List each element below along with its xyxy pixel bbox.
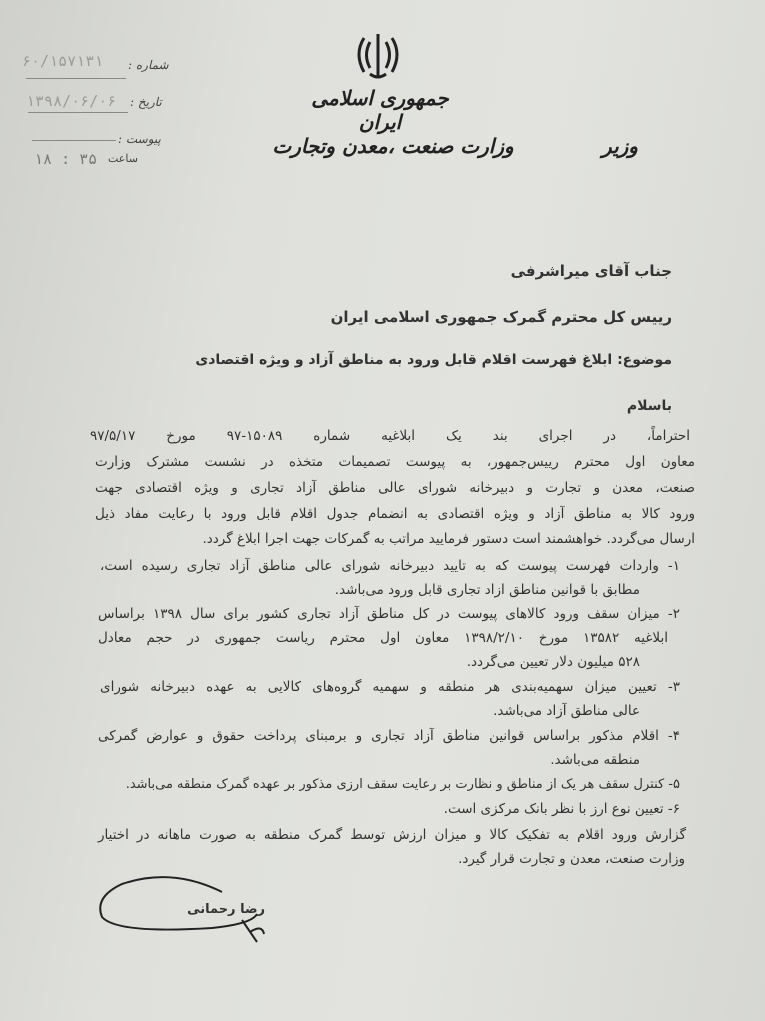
item-2-line: ابلاغیه ۱۳۵۸۲ مورخ ۱۳۹۸/۲/۱۰ معاون اول محترم ریاست جمهوری در حجم معادل <box>98 630 668 646</box>
subject-line: موضوع: ابلاغ فهرست اقلام قابل ورود به مناطق آزاد و ویژه اقتصادی <box>195 352 672 368</box>
office-title: وزیر <box>602 134 638 158</box>
item-3-line: عالی مناطق آزاد می‌باشد. <box>493 703 640 719</box>
item-1-line: ۱- واردات فهرست پیوست که به تایید دبیرخانه شورای عالی مناطق آزاد تجاری رسیده است، <box>100 558 680 574</box>
intro-line: ورود کالا به مناطق آزاد و ویژه اقتصادی به انضمام جدول اقلام قابل ورود با رعایت مفاد ذیل <box>95 506 695 522</box>
attachment-label: پیوست : <box>118 132 161 146</box>
closing-line: گزارش ورود اقلام به تفکیک کالا و میزان ارزش توسط گمرک منطقه به صورت ماهانه در اختیار <box>98 827 686 843</box>
signatory-name: رضا رحمانی <box>187 902 265 917</box>
date-label: تاریخ : <box>130 95 162 109</box>
intro-line: ارسال می‌گردد. خواهشمند است دستور فرمایید مراتب به گمرکات جهت اجرا ابلاغ گردد. <box>202 531 695 547</box>
item-3-line: ۳- تعیین میزان سهمیه‌بندی هر منطقه و سهمیه گروه‌های کالایی به عهده دبیرخانه شورای <box>100 679 680 695</box>
addressee-position: رییس کل محترم گمرک جمهوری اسلامی ایران <box>330 308 672 326</box>
time-value: ۱۸ : ۳۵ <box>34 150 98 168</box>
addressee-name: جناب آقای میراشرفی <box>510 262 672 280</box>
salutation: باسلام <box>626 398 672 414</box>
item-5-line: ۵- کنترل سقف هر یک از مناطق و نظارت بر رعایت سقف ارزی مذکور بر عهده گمرک منطقه می‌باشد. <box>125 777 680 792</box>
time-label: ساعت <box>108 152 138 165</box>
item-6-line: ۶- تعیین نوع ارز با نظر بانک مرکزی است. <box>443 801 680 817</box>
item-4-line: ۴- اقلام مذکور براساس قوانین مناطق آزاد تجاری و برمبنای پرداخت حقوق و عوارض گمرکی <box>98 728 680 744</box>
item-2-line: ۲- میزان سقف ورود کالاهای پیوست در کل مناطق آزاد تجاری کشور برای سال ۱۳۹۸ براساس <box>98 606 680 622</box>
item-4-line: منطقه می‌باشد. <box>550 752 640 768</box>
intro-line: احتراماً، در اجرای بند یک ابلاغیه شماره ۱۵۰۸۹-۹۷ مورخ ۹۷/۵/۱۷ <box>90 428 690 444</box>
intro-line: صنعت، معدن و تجارت و دبیرخانه شورای عالی مناطق آزاد تجاری و ویژه اقتصادی جهت <box>95 480 695 496</box>
ministry-name: وزارت صنعت ،معدن وتجارت <box>272 134 514 158</box>
item-2-line: ۵۲۸ میلیون دلار تعیین می‌گردد. <box>466 654 640 670</box>
date-value: ۱۳۹۸/۰۶/۰۶ <box>26 92 117 110</box>
emblem-icon <box>350 30 406 82</box>
intro-line: معاون اول محترم رییس‌جمهور، به پیوست تصمیمات متخذه در نشست مشترک وزارت <box>95 454 695 470</box>
closing-line: وزارت صنعت، معدن و تجارت قرار گیرد. <box>458 851 685 867</box>
number-value: ۶۰/۱۵۷۱۳۱ <box>22 52 104 70</box>
country-name: جمهوری اسلامی ایران <box>311 86 449 134</box>
item-1-line: مطابق با قوانین مناطق ازاد تجاری قابل ورود می‌باشد. <box>334 582 640 598</box>
number-label: شماره : <box>128 58 169 72</box>
